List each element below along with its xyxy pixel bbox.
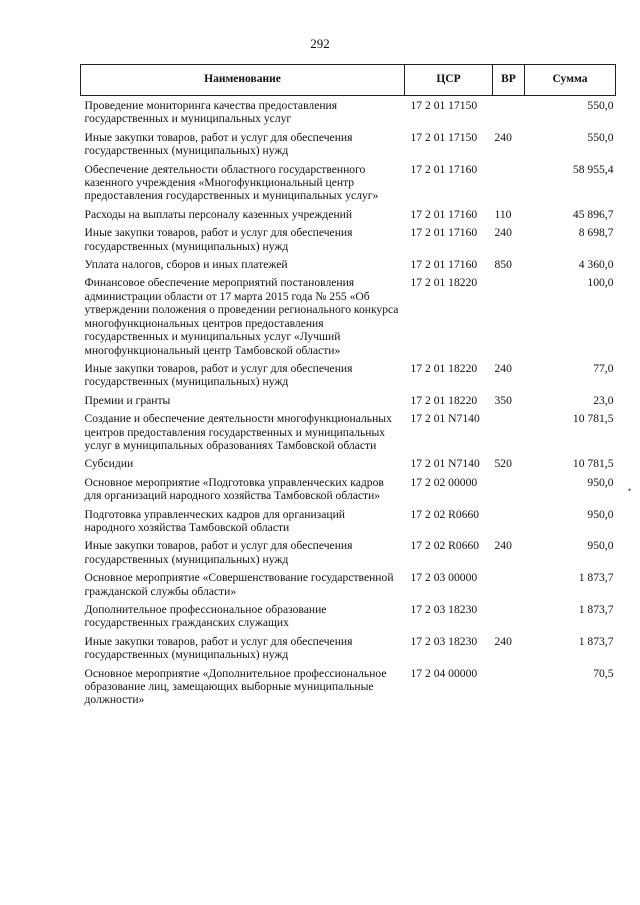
table-row bbox=[81, 96, 616, 131]
row-sum-cell: 70,5 bbox=[593, 666, 614, 680]
row-name-cell: Иные закупки товаров, работ и услуг для обеспечения государственных (муниципальных) нужд bbox=[84, 539, 353, 566]
row-sum-cell: 10 781,5 bbox=[572, 412, 614, 426]
table-row bbox=[81, 571, 616, 603]
row-csr-cell: 17 2 03 18230 bbox=[410, 634, 478, 648]
row-sum-cell: 10 781,5 bbox=[572, 457, 614, 471]
table-row bbox=[81, 476, 616, 508]
budget-table bbox=[80, 64, 616, 712]
row-csr-cell: 17 2 01 18220 bbox=[410, 276, 478, 290]
row-vr-cell: 240 bbox=[494, 226, 512, 240]
row-csr-cell: 17 2 01 17160 bbox=[410, 226, 478, 240]
table-header-row bbox=[81, 65, 616, 96]
page-number: 292 bbox=[310, 36, 330, 51]
row-name-cell: Обеспечение деятельности областного государственного казенного учреждения «Многофункциональный центр предоставления государственных и муниципальных услуг» bbox=[84, 162, 379, 203]
row-csr-cell: 17 2 02 R0660 bbox=[410, 539, 480, 553]
row-vr-cell: 240 bbox=[494, 634, 512, 648]
row-vr-cell bbox=[493, 603, 525, 635]
table-row bbox=[81, 276, 616, 361]
row-csr-cell: 17 2 03 18230 bbox=[410, 603, 478, 616]
table-row bbox=[81, 131, 616, 163]
row-name-cell: Уплата налогов, сборов и иных платежей bbox=[84, 258, 288, 272]
row-name-cell: Основное мероприятие «Дополнительное профессиональное образование лиц, замещающих выборные муниципальные должности» bbox=[84, 666, 387, 707]
table-row bbox=[81, 603, 616, 635]
table-row bbox=[81, 163, 616, 208]
row-vr-cell: 350 bbox=[494, 393, 512, 407]
table-row bbox=[81, 258, 616, 276]
row-sum-cell: 4 360,0 bbox=[578, 258, 614, 272]
row-vr-cell bbox=[493, 508, 525, 540]
row-name-cell: Иные закупки товаров, работ и услуг для обеспечения государственных (муниципальных) нужд bbox=[84, 634, 353, 662]
row-name-cell: Основное мероприятие «Подготовка управленческих кадров для организаций народного хозяйства Тамбовской области» bbox=[84, 475, 384, 503]
row-name-cell: Дополнительное профессиональное образование государственных гражданских служащих bbox=[84, 603, 327, 630]
row-csr-cell: 17 2 01 17160 bbox=[410, 162, 478, 176]
table-row bbox=[81, 508, 616, 540]
header-csr: ЦСР bbox=[405, 65, 493, 96]
table-row bbox=[81, 208, 616, 226]
row-name-cell: Финансовое обеспечение мероприятий постановления администрации области от 17 марта 2015 года № 255 «Об утверждении положения о проведении регионального конкурса многофункциональных центров предоставления государственных и муниципальных услуг «Лучший многофункциональный центр Тамбовской области» bbox=[84, 276, 399, 357]
row-csr-cell: 17 2 01 17150 bbox=[410, 130, 478, 144]
row-vr-cell: 240 bbox=[494, 361, 512, 375]
header-name: Наименование bbox=[81, 65, 405, 96]
row-vr-cell bbox=[493, 96, 525, 131]
row-csr-cell: 17 2 04 00000 bbox=[410, 666, 478, 680]
table-row bbox=[81, 457, 616, 475]
table-row bbox=[81, 667, 616, 712]
row-vr-cell: 850 bbox=[494, 258, 512, 272]
row-sum-cell: 8 698,7 bbox=[578, 226, 614, 240]
row-vr-cell bbox=[493, 571, 525, 603]
row-sum-cell: 950,0 bbox=[587, 507, 614, 521]
row-name-cell: Подготовка управленческих кадров для организаций народного хозяйства Тамбовской области bbox=[84, 507, 346, 534]
row-name-cell: Расходы на выплаты персоналу казенных учреждений bbox=[84, 207, 353, 221]
row-csr-cell: 17 2 02 R0660 bbox=[410, 507, 480, 521]
row-csr-cell: 17 2 01 17160 bbox=[410, 258, 478, 272]
row-name-cell: Основное мероприятие «Совершенствование государственной гражданской службы области» bbox=[84, 571, 394, 598]
row-vr-cell: 520 bbox=[494, 457, 512, 471]
row-csr-cell: 17 2 01 17160 bbox=[410, 207, 478, 221]
row-sum-cell: 950,0 bbox=[587, 475, 614, 489]
row-sum-cell: 1 873,7 bbox=[578, 571, 614, 585]
row-csr-cell: 17 2 01 N7140 bbox=[410, 412, 480, 426]
row-sum-cell: 550,0 bbox=[587, 99, 614, 112]
table-row bbox=[81, 394, 616, 412]
row-sum-cell: 550,0 bbox=[587, 130, 614, 144]
row-vr-cell: 240 bbox=[494, 130, 512, 144]
row-csr-cell: 17 2 01 18220 bbox=[410, 361, 478, 375]
row-sum-cell: 58 955,4 bbox=[572, 162, 614, 176]
row-sum-cell: 77,0 bbox=[593, 361, 614, 375]
row-sum-cell: 1 873,7 bbox=[578, 603, 614, 616]
row-csr-cell: 17 2 01 17150 bbox=[410, 99, 478, 112]
table-row bbox=[81, 539, 616, 571]
row-vr-cell bbox=[493, 476, 525, 508]
row-vr-cell: 110 bbox=[494, 207, 512, 221]
row-vr-cell bbox=[493, 276, 525, 361]
table-body bbox=[81, 96, 616, 712]
row-sum-cell: 950,0 bbox=[587, 539, 614, 553]
row-csr-cell: 17 2 03 00000 bbox=[410, 571, 478, 585]
row-vr-cell: 240 bbox=[494, 539, 512, 553]
table-row bbox=[81, 226, 616, 258]
row-csr-cell: 17 2 02 00000 bbox=[410, 475, 478, 489]
row-vr-cell bbox=[493, 412, 525, 457]
row-name-cell: Иные закупки товаров, работ и услуг для обеспечения государственных (муниципальных) нужд bbox=[84, 361, 353, 389]
row-csr-cell: 17 2 01 18220 bbox=[410, 393, 478, 407]
row-name-cell: Создание и обеспечение деятельности многофункциональных центров предоставления государственных и муниципальных услуг в муниципальных образованиях Тамбовской области bbox=[84, 412, 392, 452]
row-vr-cell bbox=[493, 163, 525, 208]
row-csr-cell: 17 2 01 N7140 bbox=[410, 457, 480, 471]
row-sum-cell: 100,0 bbox=[587, 276, 614, 290]
row-name-cell: Иные закупки товаров, работ и услуг для обеспечения государственных (муниципальных) нужд bbox=[84, 226, 353, 253]
row-name-cell: Проведение мониторинга качества предоставления государственных и муниципальных услуг bbox=[84, 99, 338, 126]
row-name-cell: Иные закупки товаров, работ и услуг для обеспечения государственных (муниципальных) нужд bbox=[84, 130, 353, 158]
row-sum-cell: 23,0 bbox=[593, 393, 614, 407]
row-name-cell: Премии и гранты bbox=[84, 393, 171, 407]
margin-mark: • bbox=[628, 485, 632, 495]
row-name-cell: Субсидии bbox=[84, 457, 134, 471]
table-row bbox=[81, 635, 616, 667]
table-row bbox=[81, 362, 616, 394]
header-vr: ВР bbox=[493, 65, 525, 96]
row-sum-cell: 45 896,7 bbox=[572, 207, 614, 221]
row-sum-cell: 1 873,7 bbox=[578, 634, 614, 648]
header-sum: Сумма bbox=[525, 65, 616, 96]
table-row bbox=[81, 412, 616, 457]
row-vr-cell bbox=[493, 667, 525, 712]
